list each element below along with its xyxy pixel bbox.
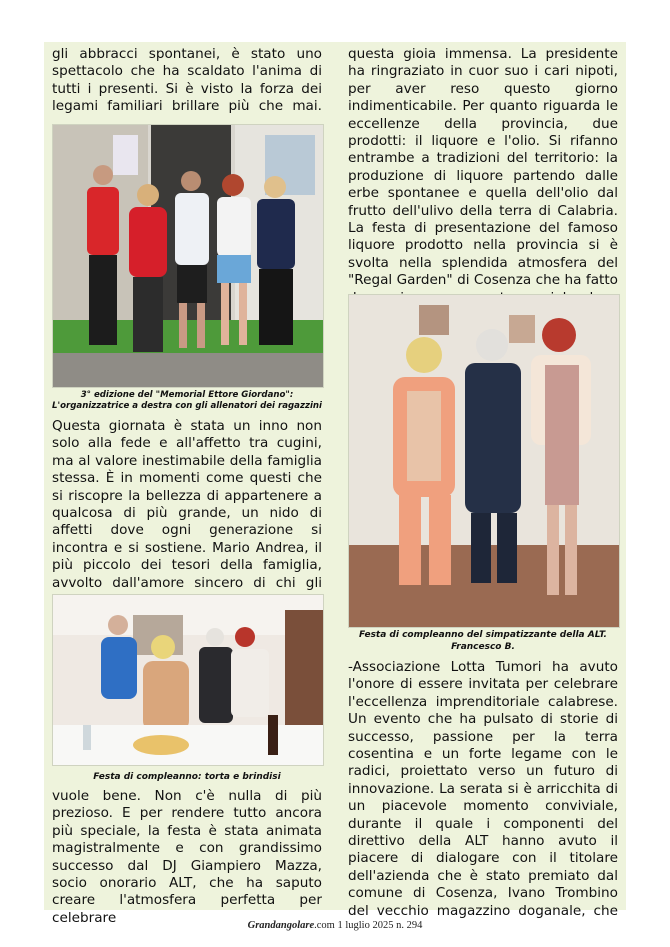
photo-memorial-group (52, 124, 324, 388)
left-text-3: vuole bene. Non c'è nulla di più prezioso. E per rendere tutto ancora più speciale, la festa è stata animata magistralmente e con grandissimo successo dal DJ Giampiero Mazza, socio onorario ALT, che ha saputo creare l'atmosfera perfetta per celebrare (52, 788, 322, 926)
left-text-1: gli abbracci spontanei, è stato uno spettacolo che ha scaldato l'anima di tutti i presenti. Si è visto la forza dei legami familiari brillare più che mai. (52, 46, 322, 115)
photo-francesco-caption-1: Festa di compleanno del simpatizzante della ALT. (359, 630, 607, 640)
right-text-2: -Associazione Lotta Tumori ha avuto l'onore di essere invitata per celebrare l'eccellenza imprenditoriale calabrese. Un evento che ha pulsato di storie di successo, passione per la terra cosentina e un forte legame con le radici, proiettato verso un futuro di innovazione. La serata si è arricchita di un piacevole momento conviviale, durante il quale i componenti del direttivo della ALT hanno avuto il piacere di dialogare con il titolare dell'azienda che è stato premiato dal comune di Cosenza, Ivano Trombino del vecchio magazzino doganale, che (348, 659, 618, 919)
right-text-1: questa gioia immensa. La presidente ha ringraziato in cuor suo i cari nipoti, per aver reso questo giorno indimenticabile. Per quanto riguarda le eccellenze della provincia, due prodotti: il liquore e l'olio. Si rifanno entrambe a tradizioni del territorio: la produzione di liquore partendo dalle erbe spontanee e quella dell'olio dal frutto dell'ulivo della terra di Calabria. La festa di presentazione del famoso liquore prodotto nella provincia si è svolta nella splendida atmosfera del "Regal Garden" di Cosenza che ha fatto (348, 46, 618, 289)
photo-memorial-caption-2: L'organizzatrice a destra con gli allenatori dei ragazzini (52, 401, 322, 411)
birthday-photo-illustration (53, 595, 323, 765)
footer-brand: Grandangolare (247, 920, 315, 931)
left-text-2: Questa giornata è stata un inno non solo alla fede e all'affetto tra cugini, ma al valore inestimabile della famiglia stessa. È in momenti come questi che si riscopre la bellezza di appartenere a qualcosa di più grande, un nido di affetti dove ogni generazione si incontra e si sostiene. Mario Andrea, il più piccolo dei tesori della famiglia, avvolto dall'amore sincero di chi gli (52, 418, 322, 591)
group-photo-illustration (53, 125, 323, 387)
photo-birthday-cake (52, 594, 324, 766)
photo-birthday-francesco (348, 294, 620, 628)
francesco-photo-illustration (349, 295, 619, 627)
photo-francesco-caption-2: Francesco B. (451, 642, 515, 652)
footer-date-issue: .com 1 luglio 2025 n. 294 (314, 920, 423, 931)
page-footer (0, 920, 670, 931)
photo-memorial-caption-1: 3° edizione del "Memorial Ettore Giordano": (80, 390, 294, 400)
photo-birthday-caption: Festa di compleanno: torta e brindisi (93, 772, 281, 782)
